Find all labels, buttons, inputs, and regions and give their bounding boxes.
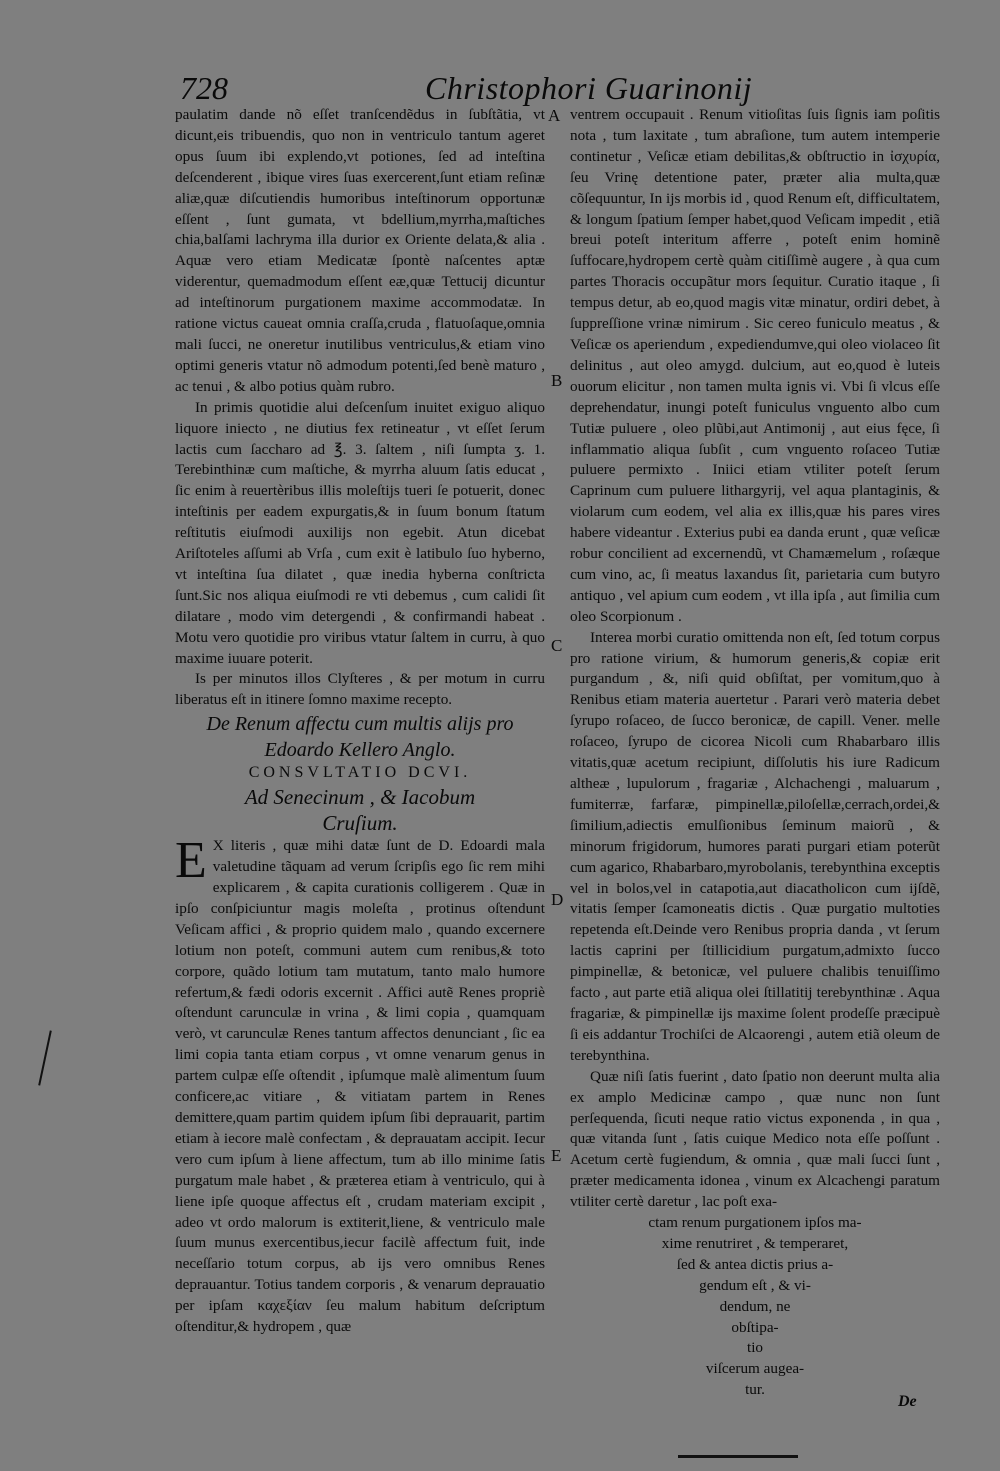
taper-line: dendum, ne bbox=[719, 1297, 791, 1315]
addressees-line-2: Cruſium. bbox=[322, 811, 398, 836]
section-heading-line-1: De Renum affectu cum multis alijs pro bbox=[206, 713, 514, 736]
left-column bbox=[175, 105, 545, 1338]
left-paragraph-2: In primis quotidie alui deſcenſum inuitet exiguo aliquo liquore iniecto , ne diutius fex retineatur , vt eſſet ſerum lactis cum ſaccharo ad ℥. 3. ſaltem , niſi ſumpta ʒ. 1. Terebinthinæ cum maſtiche, & myrrha aluum ſatis educat , ſic enim à reuertèribus illis moleſtijs tueri ſe potuerit, donec inteſtinis per eadem expurgatis,& in ſuum bonum ſtatum reſtitutis eiuſmodi auxilijs non egebit. Atun dicebat Ariſtoteles aſſumi ab Vrſa , cum exit è latibulo ſuo hyberno, vt inteſtina ſua dilatet , quæ inedia hyberna conſtricta ſunt.Sic nos aliqua eiuſmodi re vti debemus , cum calidi ſit dilatare , modo vim detergendi , & confirmandi habeat . Motu vero quotidie pro viribus vtatur ſaltem in curru, à quo maxime iuuare poterit. bbox=[175, 398, 545, 667]
taper-line: obſtipa- bbox=[731, 1318, 779, 1336]
addressees bbox=[175, 784, 545, 836]
addressees-line-1: Ad Senecinum , & Iacobum bbox=[244, 785, 476, 810]
margin-letter-c: C bbox=[551, 636, 563, 655]
bottom-rule bbox=[678, 1455, 798, 1458]
margin-letter-b: B bbox=[551, 371, 563, 390]
section-heading bbox=[175, 711, 545, 763]
left-paragraph-4-text: X literis , quæ mihi datæ ſunt de D. Edoardi mala valetudine tãquam ad verum ſcripſis ego ſic rem mihi explicarem , & capita curationis colligerem . Quæ in ipſo conſpiciuntur magis moleſta , protinus oſtendunt Veſicam affici , & proprio quidem malo , quando excernere lotium non poteſt, communi autem cum renibus,& toto corpore, quãdo lotium tam mutatum, tanto malo humore refertum,& fædi odoris excernit . Affici autẽ Renes propriè oſtendunt carunculæ in vrina , & limi copia , quamquam verò, vt carunculæ Renes tantum affectos denunciant , ſic ea limi copia tanta etiam corpus , vt omne venarum genus in partem culpæ eſſe oſtendit , ipſumque malè alimentum ſuum conficere,ac vitiare , & vitiatam partem in Renes demittere,quam partim quidem ipſum ſibi deprauarit, partim etiam à iecore malè confectam , & deprauatam accipit. Iecur vero cum ipſum à liene affectum, tum ab illo minime ſatis purgatum male habet , & præterea etiam à ventriculo, qui à liene ipſe quoque affectus eſt , crudam materiam excipit , adeo vt ordo malorum is extiterit,liene, & ventriculo male ſuum munus exercentibus,iecur facilè affectum fuit, inde neceſſario totum corpus, ab ijs vero omnibus Renes deprauantur. Totius tandem corporis , & venarum deprauatio per ipſam καχεξίαν ſeu malum habitum deſcriptum oſtenditur,& hydropem , quæ bbox=[175, 837, 545, 1336]
taper-line: tio bbox=[746, 1339, 764, 1357]
taper-line: ſed & antea dictis prius a- bbox=[676, 1255, 834, 1273]
taper-line: tur. bbox=[745, 1381, 765, 1399]
right-paragraph-2: Interea morbi curatio omittenda non eſt, ſed totum corpus pro ratione virium, & humorum generis,& copiæ erit purgandum , &, niſi quid obſiſtat, per vomitum,quo à Renibus etiam materia auertetur . Parari verò materia debet ſyrupo roſaceo, de ſucco beronicæ, de capill. Vener. melle roſaceo, ſyrupo de cicorea Nicoli cum Rhabarbaro illis vitatis,quæ acetum recipiunt, diſſolutis his iure Radicum altheæ , lupulorum , fragariæ , Alchachengi , maluarum , fumiterræ, farfaræ, pimpinellæ,piloſellæ,cerrach,ordei,& ſimilium,adiectis emulſionibus ſeminum maiorũ , & minorum frigidorum, humores parati purgari etiam poterũt cum agarico, Rhabarbaro,myrobolanis, terebynthina exceptis vel in bolos,vel in catapotia,aut diacatholicon cum ijſdẽ, vitatis ſemper ſcamoneatis dictis . Quæ purgatio multoties repetenda eſt.Deinde vero Renibus propria danda , vt ſerum lactis caprini per ſtillicidium purgatum,admixto ſucco pimpinellæ, & betonicæ, vel puluere chalibis tenuiſſimo facto , aut parte etiã aliqua olei ſtillatitij terebynthinæ . Aqua fragariæ, & pimpinellæ ijs maxime ſolent prodeſſe præcipuè ſi eis addantur Trochiſci de Alcaorengi , autem etiã oleum de terebynthina. bbox=[570, 628, 940, 1064]
catchword: De bbox=[898, 1393, 917, 1410]
margin-letter-d: D bbox=[551, 890, 564, 909]
right-column bbox=[570, 105, 940, 1401]
taper-line: xime renutriret , & temperaret, bbox=[661, 1234, 849, 1252]
page-number: 728 bbox=[180, 70, 228, 106]
tapered-ending bbox=[570, 1213, 940, 1401]
left-paragraph-3: Is per minutos illos Clyſteres , & per motum in curru liberatus eſt in itinere ſomno maxime recepto. bbox=[175, 670, 545, 709]
left-paragraph-1: paulatim dande nõ eſſet tranſcendẽdus in ſubſtãtia, vt dicunt,eis tribuendis, quo non in ventriculo tantum ageret opus ſuum ibi explendo,vt potiones, ſed ad inteſtina deſcenderent , ibique vires ſuas exercerent,ſunt etiam reſinæ aliæ,quæ diſcutiendis humoribus inteſtinorum opportunæ eſſent , ſunt gumata, vt bdellium,myrrha,maſtiches chia,balſami lachryma illa durior ex Oriente delata,& alia . Aquæ vero etiam Medicatæ ſpontè naſcentes aptæ viderentur, quemadmodum eſſent eæ,quæ Tettucij dicuntur ad inteſtinorum purgationem maxime accommodatæ. In ratione victus caueat omnia craſſa,cruda , flatuoſaque,omnia mali ſucci, ne oneretur inutilibus ventriculus,& etiam vino optimi generis vtatur nõ admodum potenti,ſed benè maturo , ac tenui , & albo potius quàm rubro. bbox=[175, 106, 545, 395]
right-paragraph-3: Quæ niſi ſatis fuerint , dato ſpatio non deerunt multa alia ex amplo Medicinæ campo , quæ nunc non ſunt perſequenda, ſicuti neque ratio victus exponenda , in qua , quæ vitanda ſunt , ſatis cuique Medico nota eſſe poſſunt . Acetum certè fugiendum, & omnia , quæ mali ſucci ſunt , præter medicamenta idonea , vinum ex Alcachengi paratum vtiliter certè daretur , lac poſt exa- bbox=[570, 1067, 940, 1211]
taper-line: viſcerum augea- bbox=[705, 1360, 805, 1378]
section-heading-line-2: Edoardo Kellero Anglo. bbox=[264, 739, 456, 762]
consultation-number: CONSVLTATIO DCVI. bbox=[248, 764, 472, 782]
margin-letter-e: E bbox=[551, 1146, 562, 1165]
running-title: Christophori Guarinonij bbox=[425, 70, 753, 106]
ink-mark bbox=[38, 1030, 52, 1085]
right-paragraph-1: ventrem occupauit . Renum vitioſitas ſuis ſignis iam poſitis nota , tum laxitate , tum abraſione, tum autem intemperie continetur , Veſicæ etiam debilitas,& obſtructio in ἰσχυρία, ſeu Vrinę detentione pater, præter alia multa,quæ cõſequuntur, In ijs morbis id , quod Renum eſt, difficultatem, & longum ſpatium ſemper habet,quod Veſicam impedit , etiã breui poteſt interitum afferre , poteſt enim hominẽ ſuffocare,hydropem certè quàm citiſſimè augere , à qua cum partes Thoracis occupãtur mors ſequitur. Curatio itaque , ſi tempus detur, ab eo,quod magis vitæ minatur, ordiri debet, à ſuppreſſione vrinæ nimirum . Sic cereo funiculo meatus , & Veſicæ os aperiendum , expediendumve,qui oleo violaceo ſit delinitus , aut oleo amygd. dulcium, aut eo,quod è luteis ouorum elicitur , non tamen multa ignis vi. Vbi ſi vlcus eſſe deprehendatur, inungi poteſt funiculus vnguento albo cum Tutiæ puluere , oleo plũbi,aut Antimonij , aut eius fęce, ſi inflammatio aliqua ſubſit , cum vnguento roſaceo Tutiæ puluere permixto . Iniici etiam vtiliter poteſt ſerum Caprinum cum puluere lithargyrij, vel aqua plantaginis, & violarum cum eodem, vel alia ex illis,quæ his pares vires habere videantur . Exterius pubi ea danda erunt , quæ veſicæ robur concilient ad excernendũ, vt Chamæmelum , roſæque cum vino, ac, ſi meatus laxandus ſit, parietaria cum butyro antiquo , vel apium cum eodem , vt illa ipſa , aut ſimilia cum oleo Scorpionum . bbox=[570, 106, 940, 625]
margin-letter-a: A bbox=[548, 106, 561, 125]
taper-line: ctam renum purgationem ipſos ma- bbox=[648, 1214, 862, 1232]
left-paragraph-4 bbox=[175, 832, 545, 1338]
drop-cap: E bbox=[175, 832, 207, 890]
taper-line: gendum eſt , & vi- bbox=[699, 1276, 811, 1294]
